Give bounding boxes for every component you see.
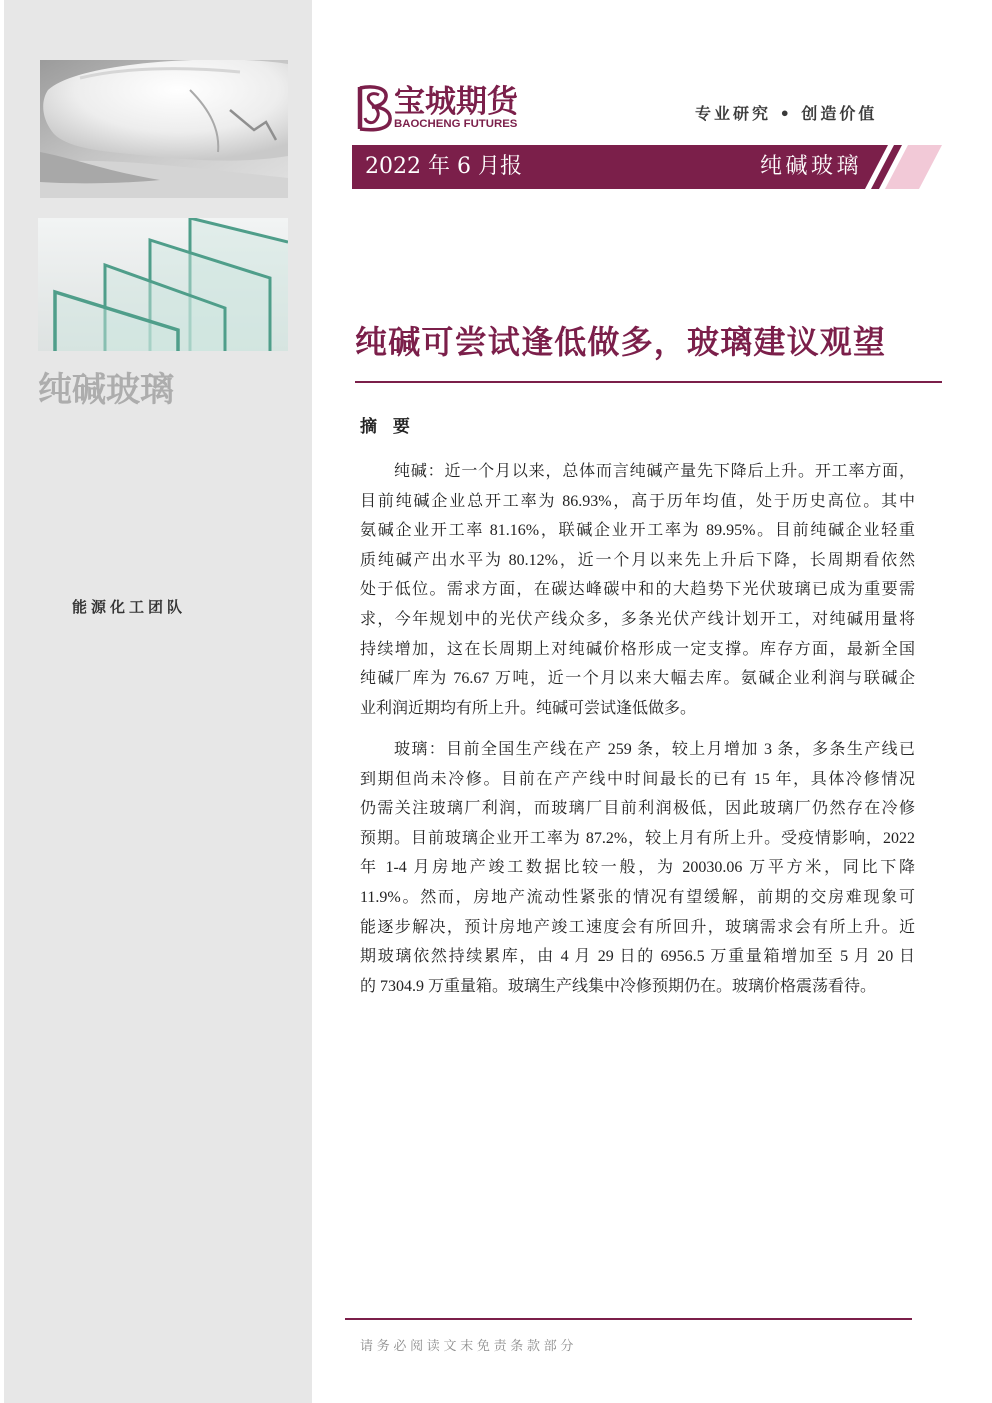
paragraph-line: 11.9%。然而，房地产流动性紧张的情况有望缓解，前期的交房难现象可 xyxy=(360,888,915,906)
glass-panes-photo xyxy=(38,218,288,351)
paragraph-line: 能逐步解决，预计房地产竣工速度会有所回升，玻璃需求会有所上升。近 xyxy=(360,918,915,936)
sidebar-team-label: 能源化工团队 xyxy=(72,598,187,616)
bag-body xyxy=(43,60,288,161)
report-period: 2022 年 6 月报 xyxy=(365,154,522,179)
logo-name-cn: 宝城期货 xyxy=(394,84,518,120)
sidebar-category-label: 纯碱玻璃 xyxy=(38,370,174,410)
report-title: 纯碱可尝试逢低做多，玻璃建议观望 xyxy=(355,323,887,361)
paragraph-line: 年 1-4 月房地产竣工数据比较一般，为 20030.06 万平方米，同比下降 xyxy=(360,859,915,877)
left-sidebar xyxy=(4,0,312,1403)
paragraph-line: 的 7304.9 万重量箱。玻璃生产线集中冷修预期仍在。玻璃价格震荡看待。 xyxy=(360,977,877,995)
logo-name-en: BAOCHENG FUTURES xyxy=(394,118,518,130)
paragraph-line: 纯碱：近一个月以来，总体而言纯碱产量先下降后上升。开工率方面， xyxy=(394,463,915,480)
soda-ash-summary-paragraph xyxy=(360,457,915,723)
paragraph-line: 期玻璃依然持续累库，由 4 月 29 日的 6956.5 万重量箱增加至 5 月 20 日 xyxy=(360,948,915,966)
company-slogan: 专业研究 • 创造价值 xyxy=(695,104,878,123)
paragraph-line: 求，今年规划中的光伏产线众多，多条光伏产线计划开工，对纯碱用量将 xyxy=(360,610,915,628)
paragraph-line: 持续增加，这在长周期上对纯碱价格形成一定支撑。库存方面，最新全国 xyxy=(360,640,915,658)
paragraph-line: 氨碱企业开工率 81.16%，联碱企业开工率为 89.95%。目前纯碱企业轻重 xyxy=(360,522,915,540)
glass-summary-paragraph xyxy=(360,735,915,1001)
abstract-heading: 摘 要 xyxy=(360,417,415,437)
title-divider xyxy=(355,381,942,383)
paragraph-line: 到期但尚未冷修。目前在产产线中时间最长的已有 15 年，具体冷修情况 xyxy=(360,770,915,788)
paragraph-line: 仍需关注玻璃厂利润，而玻璃厂目前利润极低，因此玻璃厂仍然存在冷修 xyxy=(360,800,915,818)
disclaimer-note: 请务必阅读文末免责条款部分 xyxy=(360,1339,578,1354)
paragraph-line: 预期。目前玻璃企业开工率为 87.2%，较上月有所上升。受疫情影响，2022 xyxy=(360,829,915,847)
soda-ash-bag-photo xyxy=(40,60,288,198)
footer-divider xyxy=(345,1318,912,1320)
baocheng-b-logo-icon xyxy=(354,84,394,132)
paragraph-line: 业利润近期均有所上升。纯碱可尝试逢低做多。 xyxy=(360,699,697,717)
paragraph-line: 目前纯碱企业总开工率为 86.93%，高于历年均值，处于历史高位。其中 xyxy=(360,492,915,510)
paragraph-line: 纯碱厂库为 76.67 万吨，近一个月以来大幅去库。氨碱企业利润与联碱企 xyxy=(360,670,915,688)
banner-category: 纯碱玻璃 xyxy=(760,154,863,179)
paragraph-line: 质纯碱产出水平为 80.12%，近一个月以来先上升后下降，长周期看依然 xyxy=(360,551,915,569)
paragraph-line: 玻璃：目前全国生产线在产 259 条，较上月增加 3 条，多条生产线已 xyxy=(394,741,915,758)
paragraph-line: 处于低位。需求方面，在碳达峰碳中和的大趋势下光伏玻璃已成为重要需 xyxy=(360,581,915,599)
